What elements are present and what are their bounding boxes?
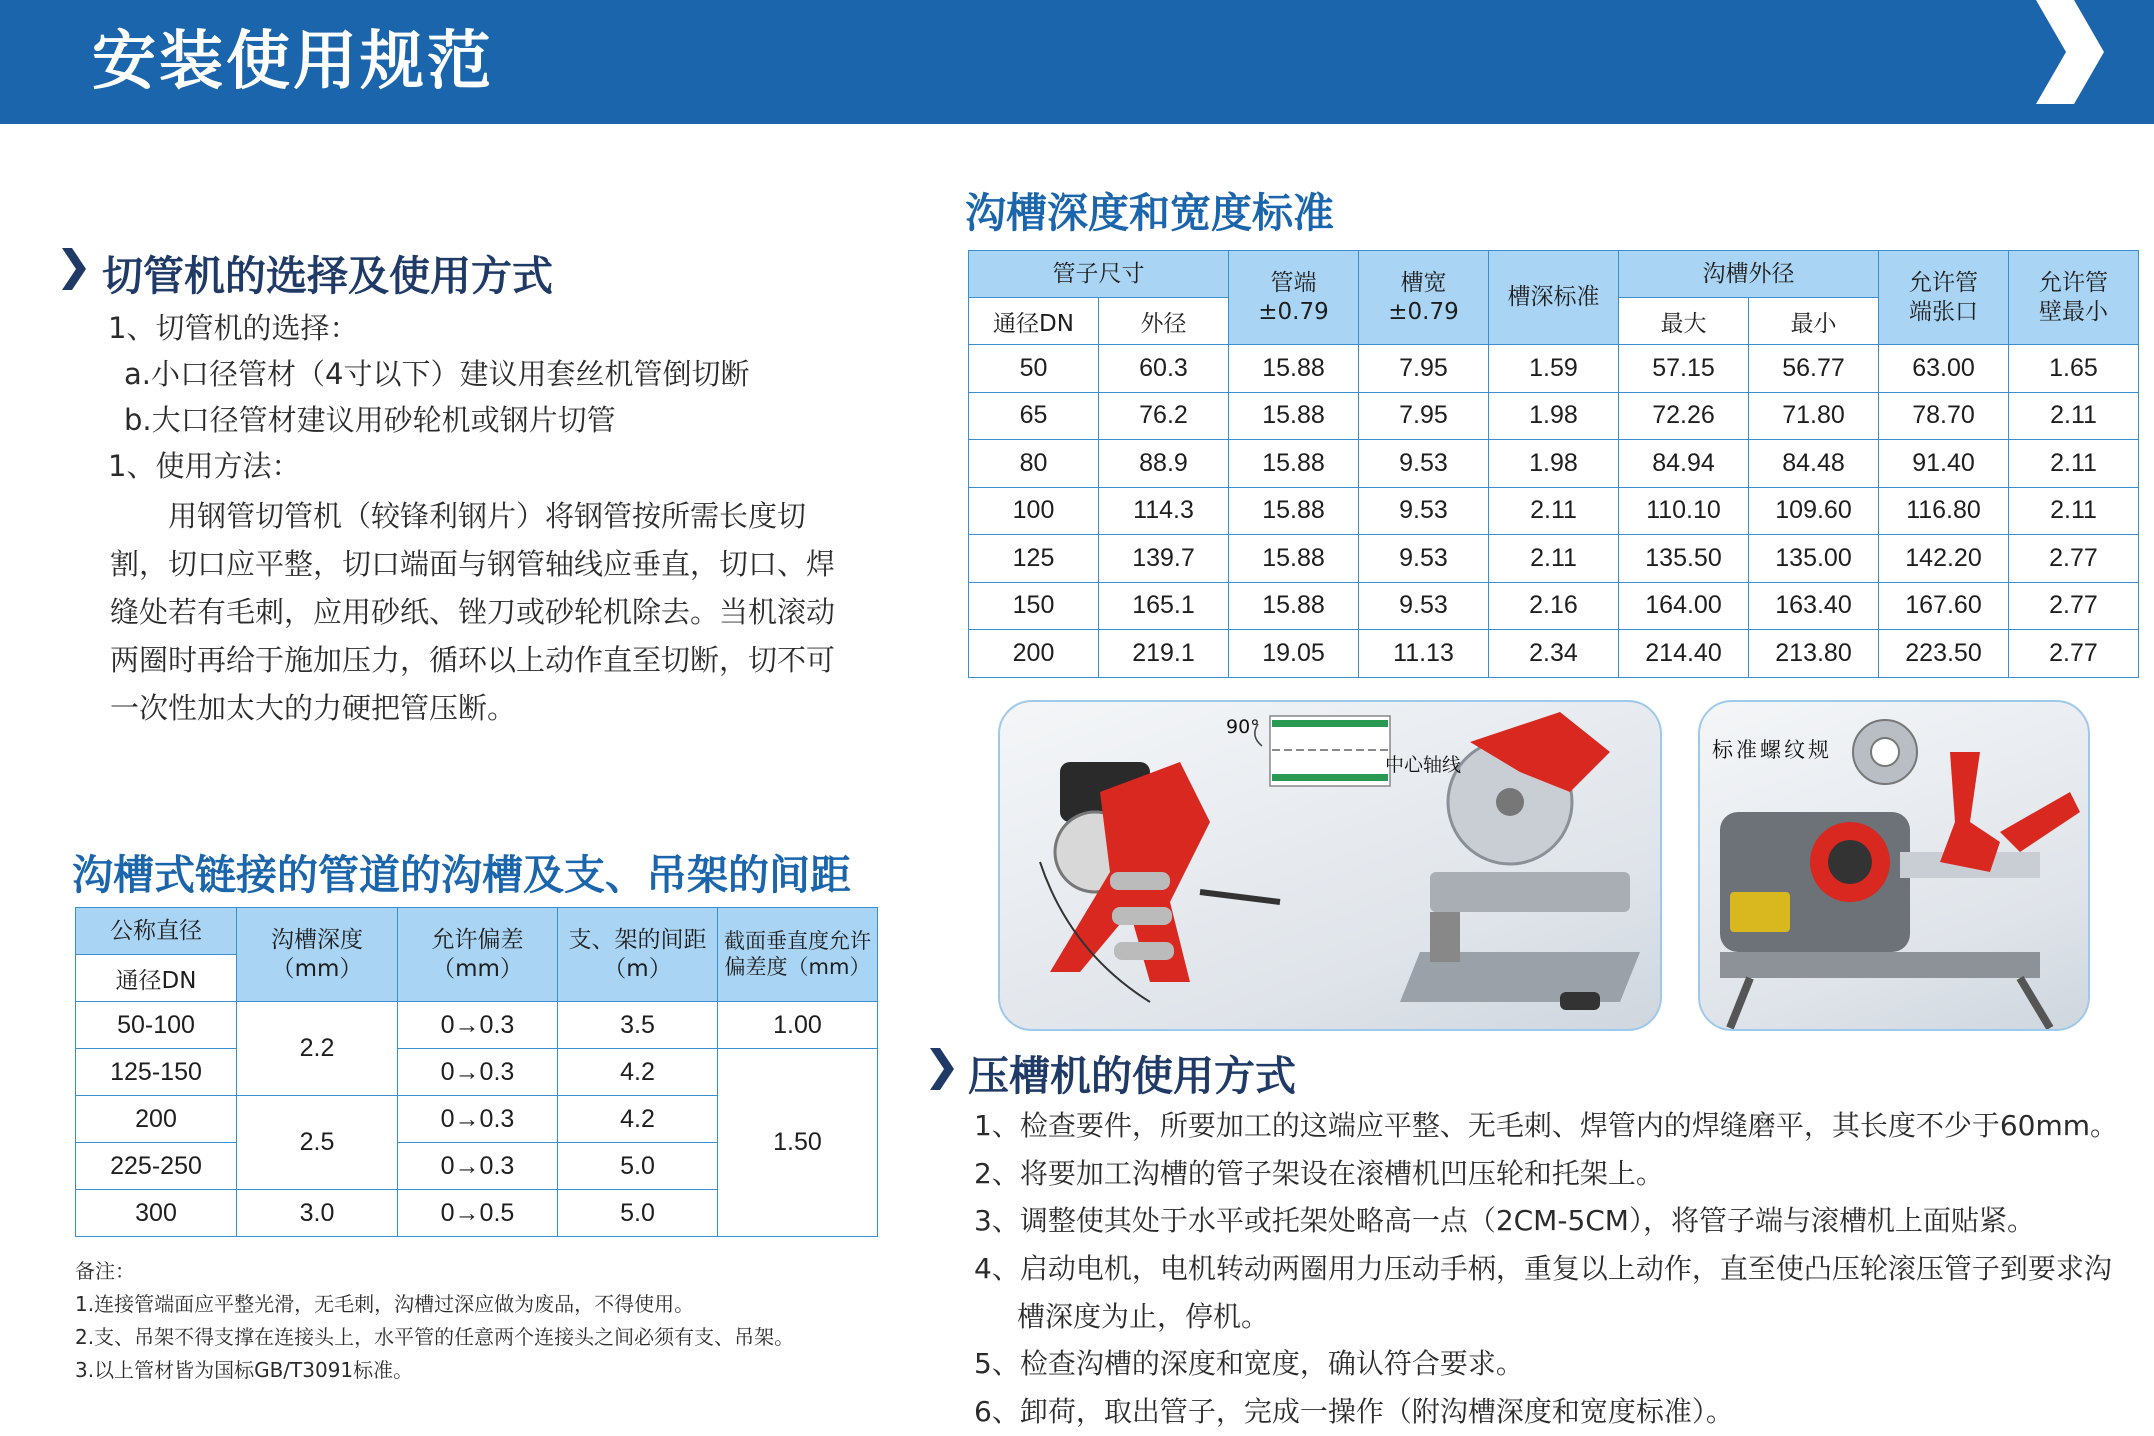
table-cell: 2.34	[1489, 630, 1619, 678]
cutter-line: a.小口径管材（4寸以下）建议用套丝机管倒切断	[124, 357, 750, 391]
header-cell: 沟槽外径	[1619, 251, 1879, 298]
table-row	[969, 345, 2139, 393]
table-cell: 2.11	[2009, 487, 2139, 535]
press-line: 5、检查沟槽的深度和宽度，确认符合要求。	[974, 1347, 1524, 1380]
table-cell: 163.40	[1749, 582, 1879, 630]
cutter-line: 缝处若有毛刺，应用砂纸、锉刀或砂轮机除去。当机滚动	[110, 595, 836, 629]
table-header-row	[969, 251, 2139, 298]
table-cell: 15.88	[1229, 535, 1359, 583]
table-cell: 19.05	[1229, 630, 1359, 678]
press-section-title: 压槽机的使用方式	[968, 1052, 1296, 1100]
table-cell: 9.53	[1359, 535, 1489, 583]
header-cell: 最大	[1619, 298, 1749, 345]
header-cell: 允许管 端张口	[1879, 251, 2009, 345]
table-cell: 214.40	[1619, 630, 1749, 678]
table-cell: 78.70	[1879, 392, 2009, 440]
table-row	[969, 487, 2139, 535]
table-cell: 3.0	[237, 1190, 398, 1237]
table-cell: 2.2	[237, 1002, 398, 1096]
table-cell: 3.5	[558, 1002, 718, 1049]
table-cell: 9.53	[1359, 440, 1489, 488]
table-cell: 4.2	[558, 1096, 718, 1143]
table-cell: 0→0.3	[398, 1049, 558, 1096]
table-cell: 72.26	[1619, 392, 1749, 440]
table-cell: 71.80	[1749, 392, 1879, 440]
press-line: 6、卸荷，取出管子，完成一操作（附沟槽深度和宽度标准）。	[974, 1395, 1734, 1428]
header-cell: 槽宽 ±0.79	[1359, 251, 1489, 345]
table-cell: 0→0.3	[398, 1002, 558, 1049]
gauge-label: 标准螺纹规	[1712, 738, 1832, 762]
cutter-line: 割，切口应平整，切口端面与钢管轴线应垂直，切口、焊	[110, 547, 836, 581]
table-cell: 60.3	[1099, 345, 1229, 393]
table-cell: 84.48	[1749, 440, 1879, 488]
axis-label: 中心轴线	[1385, 754, 1462, 776]
table-cell: 15.88	[1229, 440, 1359, 488]
note-line: 1.连接管端面应平整光滑，无毛刺，沟槽过深应做为废品，不得使用。	[75, 1292, 695, 1316]
table-cell: 56.77	[1749, 345, 1879, 393]
table-cell: 110.10	[1619, 487, 1749, 535]
table-cell: 1.50	[718, 1049, 878, 1237]
table-cell: 213.80	[1749, 630, 1879, 678]
header-cell: 允许管 壁最小	[2009, 251, 2139, 345]
table-cell: 125	[969, 535, 1099, 583]
page-title: 安装使用规范	[92, 25, 494, 99]
table-row	[969, 582, 2139, 630]
threading-machine-photo	[1698, 700, 2090, 1031]
cutter-line: 一次性加太大的力硬把管压断。	[110, 691, 517, 725]
section-arrow-icon	[928, 1046, 956, 1092]
table-cell: 150	[969, 582, 1099, 630]
groove-standard-title: 沟槽深度和宽度标准	[965, 189, 1334, 237]
note-line: 2.支、吊架不得支撑在连接头上，水平管的任意两个连接头之间必须有支、吊架。	[75, 1325, 795, 1349]
table-cell: 1.00	[718, 1002, 878, 1049]
table-cell: 0→0.3	[398, 1096, 558, 1143]
table-cell: 2.77	[2009, 630, 2139, 678]
table-row	[969, 630, 2139, 678]
header-cell: 通径DN	[969, 298, 1099, 345]
table-cell: 135.50	[1619, 535, 1749, 583]
table-cell: 15.88	[1229, 487, 1359, 535]
groove-spacing-table	[75, 907, 878, 1237]
section-arrow-icon	[60, 246, 88, 292]
table-cell: 11.13	[1359, 630, 1489, 678]
press-line: 1、检查要件，所要加工的这端应平整、无毛刺、焊管内的焊缝磨平，其长度不少于60mm。	[974, 1109, 2118, 1142]
cutter-line: 用钢管切管机（较锋利钢片）将钢管按所需长度切	[168, 499, 807, 533]
angle-label: 90°	[1226, 716, 1260, 738]
cutter-line: b.大口径管材建议用砂轮机或钢片切管	[124, 403, 616, 437]
table-cell: 223.50	[1879, 630, 2009, 678]
header-cell: 沟槽深度 （mm）	[237, 908, 398, 1002]
cutting-machines-photo	[998, 700, 1662, 1031]
header-banner	[0, 0, 2154, 124]
press-line: 槽深度为止，停机。	[1017, 1300, 1270, 1333]
table-cell: 80	[969, 440, 1099, 488]
table-cell: 57.15	[1619, 345, 1749, 393]
note-line: 备注：	[75, 1259, 135, 1283]
table-cell: 116.80	[1879, 487, 2009, 535]
table-cell: 1.98	[1489, 440, 1619, 488]
header-cell: 截面垂直度允许 偏差度（mm）	[718, 908, 878, 1002]
header-cell: 允许偏差 （mm）	[398, 908, 558, 1002]
table-cell: 114.3	[1099, 487, 1229, 535]
cutter-line: 1、切管机的选择：	[108, 311, 359, 345]
table-cell: 2.11	[2009, 440, 2139, 488]
table-cell: 135.00	[1749, 535, 1879, 583]
table-cell: 2.11	[1489, 535, 1619, 583]
header-cell: 支、架的间距 （m）	[558, 908, 718, 1002]
table-cell: 1.65	[2009, 345, 2139, 393]
header-cell: 槽深标准	[1489, 251, 1619, 345]
table-cell: 7.95	[1359, 392, 1489, 440]
table-cell: 9.53	[1359, 582, 1489, 630]
table-row	[969, 440, 2139, 488]
table-row	[76, 1049, 878, 1096]
table-cell: 2.77	[2009, 582, 2139, 630]
table-cell: 200	[969, 630, 1099, 678]
table-cell: 219.1	[1099, 630, 1229, 678]
table-cell: 2.11	[2009, 392, 2139, 440]
table-cell: 5.0	[558, 1190, 718, 1237]
table-cell: 225-250	[76, 1143, 237, 1190]
table-cell: 300	[76, 1190, 237, 1237]
table-cell: 50-100	[76, 1002, 237, 1049]
press-line: 3、调整使其处于水平或托架处略高一点（2CM-5CM），将管子端与滚槽机上面贴紧。	[974, 1204, 2035, 1237]
table-cell: 164.00	[1619, 582, 1749, 630]
table-cell: 2.5	[237, 1096, 398, 1190]
table-cell: 125-150	[76, 1049, 237, 1096]
table-cell: 109.60	[1749, 487, 1879, 535]
table-cell: 15.88	[1229, 582, 1359, 630]
table-cell: 5.0	[558, 1143, 718, 1190]
press-line: 2、将要加工沟槽的管子架设在滚槽机凹压轮和托架上。	[974, 1157, 1664, 1190]
cutter-section-title: 切管机的选择及使用方式	[102, 252, 553, 300]
groove-spacing-title: 沟槽式链接的管道的沟槽及支、吊架的间距	[72, 851, 851, 899]
table-cell: 84.94	[1619, 440, 1749, 488]
table-cell: 7.95	[1359, 345, 1489, 393]
table-row	[76, 1002, 878, 1049]
table-cell: 63.00	[1879, 345, 2009, 393]
table-cell: 15.88	[1229, 345, 1359, 393]
table-cell: 1.98	[1489, 392, 1619, 440]
groove-standard-table	[968, 250, 2139, 678]
table-cell: 2.16	[1489, 582, 1619, 630]
table-row	[969, 535, 2139, 583]
chevron-right-icon	[2034, 0, 2114, 124]
table-cell: 88.9	[1099, 440, 1229, 488]
table-cell: 1.59	[1489, 345, 1619, 393]
table-cell: 165.1	[1099, 582, 1229, 630]
table-cell: 139.7	[1099, 535, 1229, 583]
table-cell: 91.40	[1879, 440, 2009, 488]
table-row	[969, 392, 2139, 440]
cutter-line: 1、使用方法：	[108, 449, 301, 483]
table-cell: 65	[969, 392, 1099, 440]
table-cell: 100	[969, 487, 1099, 535]
note-line: 3.以上管材皆为国标GB/T3091标准。	[75, 1358, 414, 1382]
header-cell: 管端 ±0.79	[1229, 251, 1359, 345]
cutting-machines-illustration	[1000, 702, 1660, 1029]
header-cell: 最小	[1749, 298, 1879, 345]
table-cell: 142.20	[1879, 535, 2009, 583]
table-cell: 15.88	[1229, 392, 1359, 440]
table-cell: 76.2	[1099, 392, 1229, 440]
header-cell: 外径	[1099, 298, 1229, 345]
header-cell: 公称直径	[76, 908, 237, 955]
table-cell: 0→0.5	[398, 1190, 558, 1237]
table-cell: 0→0.3	[398, 1143, 558, 1190]
header-cell: 管子尺寸	[969, 251, 1229, 298]
header-cell: 通径DN	[76, 955, 237, 1002]
table-cell: 2.77	[2009, 535, 2139, 583]
table-cell: 4.2	[558, 1049, 718, 1096]
cutter-line: 两圈时再给于施加压力，循环以上动作直至切断，切不可	[110, 643, 836, 677]
table-cell: 2.11	[1489, 487, 1619, 535]
table-cell: 50	[969, 345, 1099, 393]
table-cell: 200	[76, 1096, 237, 1143]
press-line: 4、启动电机，电机转动两圈用力压动手柄，重复以上动作，直至使凸压轮滚压管子到要求沟	[974, 1252, 2112, 1285]
table-header-row	[76, 908, 878, 955]
table-cell: 167.60	[1879, 582, 2009, 630]
table-cell: 9.53	[1359, 487, 1489, 535]
